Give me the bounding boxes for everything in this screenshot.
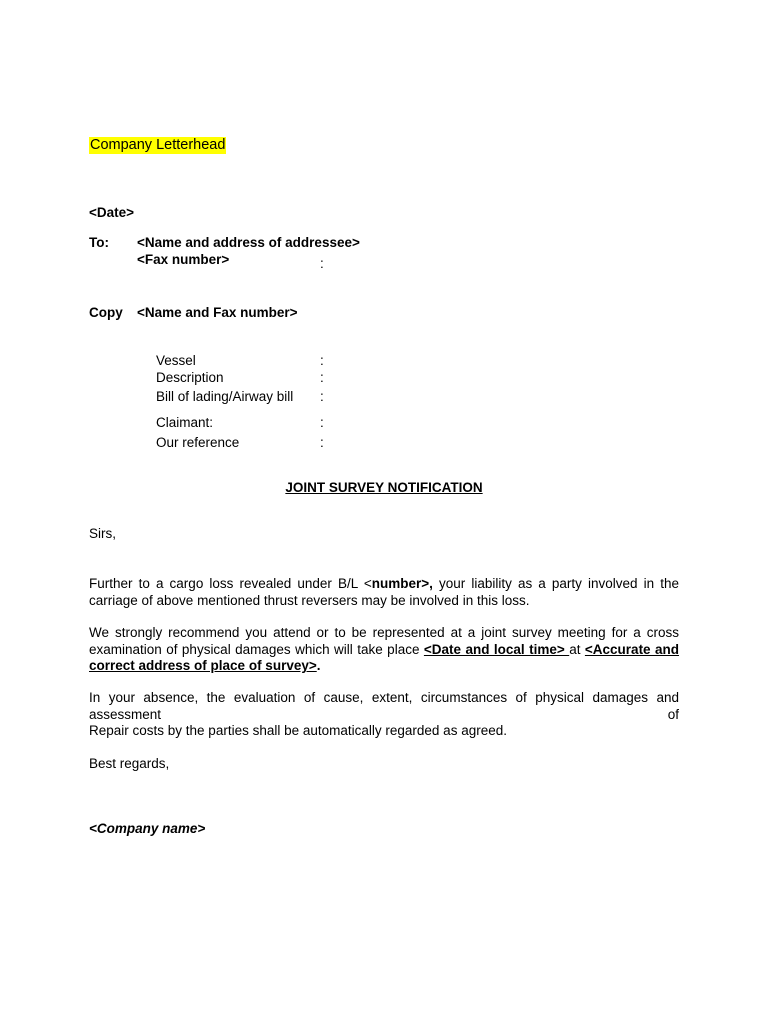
field-colon: : [320, 435, 324, 450]
fax-placeholder: <Fax number> [137, 252, 230, 267]
field-label: Claimant: [156, 415, 214, 430]
paragraph-text: your liability as a party involved in the carriage of above mentioned thrust reversers may be involved in this loss. [89, 576, 679, 608]
field-colon: : [320, 370, 324, 385]
field-label: Our reference [156, 435, 240, 450]
field-our-reference [156, 435, 239, 452]
paragraph-end: . [316, 658, 321, 673]
field-colon: : [320, 353, 324, 368]
field-claimant [156, 415, 213, 432]
field-colon: : [320, 389, 324, 404]
paragraph-text: at [569, 641, 585, 657]
addressee-placeholder: <Name and address of addressee> [137, 235, 360, 250]
field-colon: : [320, 415, 324, 430]
date-time-placeholder: <Date and local time> [423, 641, 570, 657]
field-vessel [156, 353, 196, 370]
copy-placeholder: <Name and Fax number> [137, 305, 298, 320]
field-label: Bill of lading/Airway bill [156, 389, 294, 404]
survey-address-placeholder: <Accurate and correct address of place of survey> [89, 641, 680, 673]
paragraph-recommendation [89, 625, 679, 675]
paragraph-line: Repair costs by the parties shall be automatically regarded as agreed. [89, 723, 507, 738]
field-description [156, 370, 224, 387]
paragraph-text: We strongly recommend you attend or to be represented at a joint survey meeting for a cross examination of physical damages which will take place [89, 625, 679, 657]
to-label: To: [89, 235, 109, 250]
company-letterhead: Company Letterhead [90, 137, 226, 153]
copy-label: Copy [89, 305, 123, 320]
fax-colon: : [320, 256, 324, 271]
company-name-placeholder: <Company name> [89, 821, 206, 836]
paragraph-text: Further to a cargo loss revealed under B/L < [89, 576, 372, 591]
bl-number-placeholder: number>, [371, 576, 433, 591]
salutation: Sirs, [89, 526, 116, 541]
document-title: JOINT SURVEY NOTIFICATION [285, 480, 483, 495]
date-placeholder: <Date> [89, 205, 135, 220]
field-label: Description [156, 370, 224, 385]
field-bill-of-lading [156, 389, 293, 406]
closing: Best regards, [89, 756, 170, 771]
paragraph-absence [89, 690, 679, 740]
paragraph-cargo-loss [89, 576, 679, 609]
field-label: Vessel [156, 353, 196, 368]
paragraph-line: In your absence, the evaluation of cause, extent, circumstances of physical damages and assessment of [89, 690, 679, 722]
